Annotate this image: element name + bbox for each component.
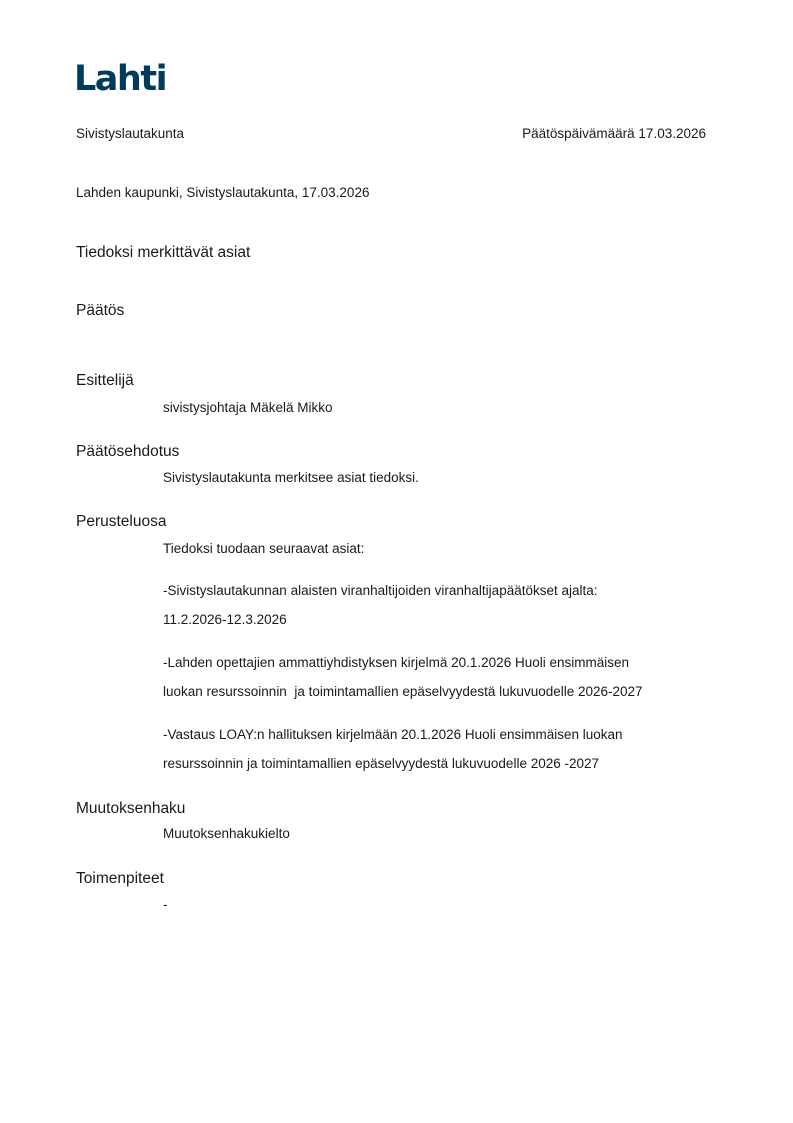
department-name: Sivistyslautakunta [76, 126, 185, 141]
perusteluosa-item-1-line-2: 11.2.2026-12.3.2026 [163, 612, 287, 627]
perusteluosa-item-2-line-1: -Lahden opettajien ammattiyhdistyksen kirjelmä 20.1.2026 Huoli ensimmäisen [163, 655, 629, 670]
muutoksenhaku-value: Muutoksenhakukielto [163, 826, 290, 841]
meta-line: Lahden kaupunki, Sivistyslautakunta, 17.03.2026 [76, 185, 370, 200]
section-heading-muutoksenhaku: Muutoksenhaku [76, 800, 186, 817]
lahti-logo: Lahti [74, 59, 167, 99]
perusteluosa-item-2-line-2: luokan resurssoinnin ja toimintamallien epäselvyydestä lukuvuodelle 2026-2027 [163, 684, 643, 699]
section-heading-perusteluosa: Perusteluosa [76, 513, 167, 530]
section-heading-paatosehdotus: Päätösehdotus [76, 443, 180, 460]
section-heading-esittelija: Esittelijä [76, 372, 134, 389]
section-heading-paatos: Päätös [76, 302, 125, 319]
section-heading-toimenpiteet: Toimenpiteet [76, 870, 164, 887]
perusteluosa-item-3-line-2: resurssoinnin ja toimintamallien epäselvyydestä lukuvuodelle 2026 -2027 [163, 756, 600, 771]
toimenpiteet-value: - [163, 897, 168, 912]
perusteluosa-item-3-line-1: -Vastaus LOAY:n hallituksen kirjelmään 20.1.2026 Huoli ensimmäisen luokan [163, 727, 623, 742]
perusteluosa-intro: Tiedoksi tuodaan seuraavat asiat: [163, 541, 365, 556]
document-title: Tiedoksi merkittävät asiat [76, 244, 251, 261]
paatosehdotus-value: Sivistyslautakunta merkitsee asiat tiedoksi. [163, 470, 419, 485]
decision-date: Päätöspäivämäärä 17.03.2026 [522, 126, 706, 141]
perusteluosa-item-1-line-1: -Sivistyslautakunnan alaisten viranhaltijoiden viranhaltijapäätökset ajalta: [163, 583, 598, 598]
esittelija-value: sivistysjohtaja Mäkelä Mikko [163, 400, 333, 415]
